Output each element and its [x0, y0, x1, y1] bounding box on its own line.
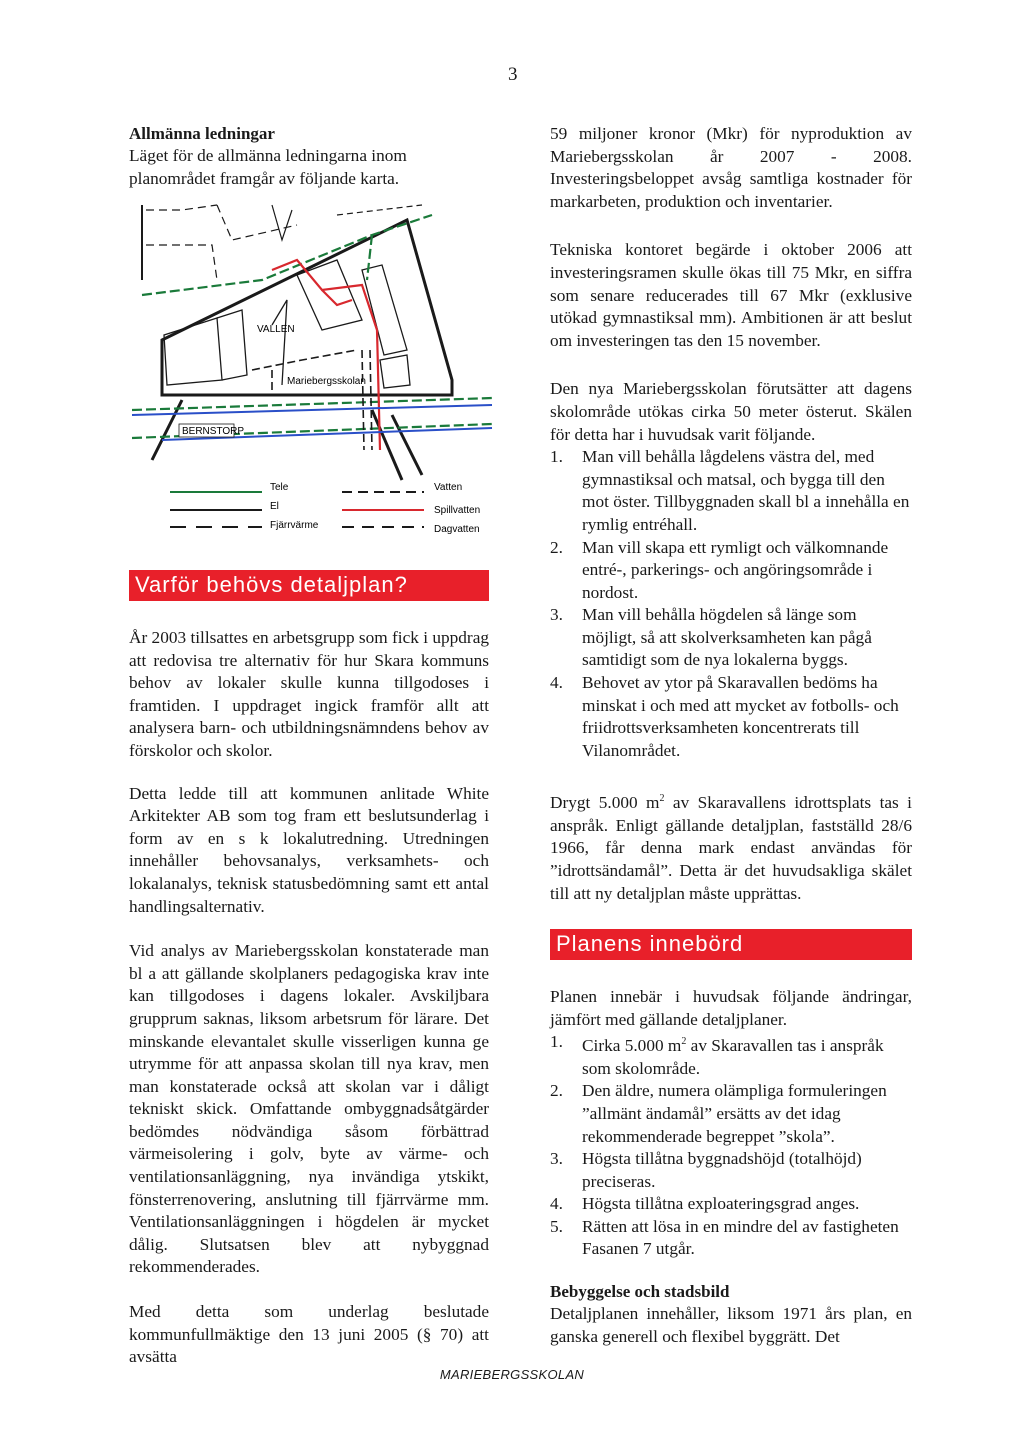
- list-text: Rätten att lösa in en mindre del av fastigheten Fasanen 7 utgår.: [582, 1216, 899, 1259]
- map-intro: Läget för de allmänna ledningarna inom planområdet framgår av följande karta.: [129, 146, 407, 188]
- list-item: [550, 604, 912, 672]
- legend-tele-label: Tele: [270, 482, 289, 493]
- list-text: Högsta tillåtna exploateringsgrad anges.: [582, 1194, 860, 1214]
- list-number: 3.: [550, 605, 563, 625]
- section-heading-ledningar: Allmänna ledningar: [129, 124, 275, 143]
- left-paragraph-3: Vid analys av Mariebergsskolan konstaterade man bl a att gällande skolplaners pedagogiska krav inte kan tillgodoses i dagens lokaler. Avskiljbara grupprum saknas, liksom arbetsrum för lärare. Det minskande elevantalet skulle visserligen kunna ge utrymme för att anpassa skolan till nya krav, men man konstaterade också att skolan var i dåligt tekniskt skick. Omfattande ombyggnadsåtgärder bedömdes nödvändiga såsom förbättrad värmeisolering i golv, byte av värme- och ventilationsanläggning, nya invändiga ytskikt, fönsterrenovering, anslutning till fjärrvärme mm. Ventilationsanläggningen i högdelen är mycket dålig. Slutsatsen blev att nybyggnad rekommenderades.: [129, 941, 489, 1277]
- banner-varfor: Varför behövs detaljplan?: [129, 570, 489, 601]
- list-text: Högsta tillåtna byggnadshöjd (totalhöjd) preciseras.: [582, 1149, 862, 1191]
- reasons-list: [550, 446, 912, 762]
- list-item: [550, 537, 912, 605]
- list-item: [550, 1080, 912, 1148]
- list-number: 5.: [550, 1216, 563, 1236]
- list-item: [550, 672, 912, 762]
- p4-sup: 2: [659, 793, 665, 805]
- banner-planens: Planens innebörd: [550, 929, 912, 960]
- page-number: 3: [508, 64, 518, 85]
- list-text: Cirka 5.000 m: [582, 1036, 682, 1056]
- left-column-body: [129, 570, 489, 1369]
- legend-vatten-label: Vatten: [434, 482, 463, 493]
- page-footer: MARIEBERGSSKOLAN: [439, 1367, 585, 1382]
- list-text: Man vill behålla lågdelens västra del, med gymnastiksal och matsal, och bygga till den mot öster. Tillbyggnaden skall bl a innehålla en rymlig entréhall.: [582, 447, 910, 534]
- list-number: 1.: [550, 1032, 563, 1052]
- utility-map: [122, 200, 502, 560]
- list-item: [550, 1193, 912, 1216]
- list-number: 2.: [550, 537, 563, 557]
- map-north-lines: [142, 205, 422, 280]
- vallen-label: VALLEN: [257, 324, 295, 335]
- left-column: [129, 123, 489, 190]
- p4-text-a: Drygt 5.000 m: [550, 793, 660, 813]
- street-label: BERNSTORP: [182, 426, 245, 437]
- right-column: [550, 123, 912, 1348]
- section-heading-bebyggelse: Bebyggelse och stadsbild: [550, 1282, 730, 1302]
- legend-dagvatten-label: Dagvatten: [434, 524, 480, 535]
- legend-spillvatten-label: Spillvatten: [434, 505, 481, 516]
- legend-fjarrvarme-label: Fjärrvärme: [270, 520, 319, 531]
- list-number: 4.: [550, 673, 563, 693]
- list-text: Man vill behålla högdelen så länge som möjligt, så att skolverksamheten kan pågå samtidigt som de nya lokalerna byggs.: [582, 605, 872, 670]
- list-text: Behovet av ytor på Skaravallen bedöms ha minskat i och med att mycket av fotbolls- och friidrottsverksamheten koncentrerats till Vilanområdet.: [582, 673, 899, 760]
- changes-list: [550, 1031, 912, 1261]
- legend-el-label: El: [270, 501, 279, 512]
- list-text-b: av Skaravallen tas i anspråk som skolområde.: [582, 1036, 884, 1078]
- right-paragraph-1: 59 miljoner kronor (Mkr) för nyproduktion av Mariebergsskolan år 2007 - 2008. Investeringsbeloppet avsåg samtliga kostnader för markarbeten, produktion och inventarier.: [550, 124, 912, 211]
- map-legend: [170, 482, 480, 535]
- list-text: Den äldre, numera olämpliga formuleringen ”allmänt ändamål” ersätts av det idag rekommenderade begreppet ”skola”.: [582, 1081, 887, 1146]
- p4-text-b: av Skaravallens idrottsplats tas i anspråk. Enligt gällande detaljplan, fastställd 28/6 1966, får denna mark endast användas för ”idrottsändamål”. Detta är det huvudsakliga skälet till att ny detaljplan måste upprättas.: [550, 793, 912, 903]
- list-number: 4.: [550, 1194, 563, 1214]
- left-paragraph-1: År 2003 tillsattes en arbetsgrupp som fick i uppdrag att redovisa tre alternativ för hur Skara kommuns behov av lokaler skulle kunna tillgodoses i framtiden. I uppdraget ingick framför allt att analysera barn- och utbildningsnämndens behov av förskolor och skolor.: [129, 628, 489, 760]
- right-paragraph-2: Tekniska kontoret begärde i oktober 2006 att investeringsramen skulle ökas till 75 Mkr, en siffra som senare reducerades till 67 Mkr (exklusive utökad gymnastiksal mm). Ambitionen är att beslut om investeringen tas den 15 november.: [550, 240, 912, 350]
- list-item: [550, 1216, 912, 1261]
- right-paragraph-5: Planen innebär i huvudsak följande ändringar, jämfört med gällande detaljplaner.: [550, 987, 912, 1029]
- right-paragraph-3: Den nya Mariebergsskolan förutsätter att dagens skolområde utökas cirka 50 meter österut. Skälen för detta har i huvudsak varit följande.: [550, 379, 912, 444]
- list-sup: 2: [681, 1036, 687, 1048]
- right-paragraph-6: Detaljplanen innehåller, liksom 1971 års plan, en ganska generell och flexibel byggrätt. Det: [550, 1304, 912, 1346]
- list-item: [550, 446, 912, 536]
- left-paragraph-2: Detta ledde till att kommunen anlitade White Arkitekter AB som tog fram ett beslutsunderlag i form av en s k lokalutredning. Utredningen innehåller behovsanalys, verksamhets- och lokalanalys, teknisk statusbedömning samt ett antal handlingsalternativ.: [129, 783, 489, 916]
- right-paragraph-4: [550, 788, 912, 905]
- list-item: [550, 1031, 912, 1080]
- school-label: Mariebergsskolan: [287, 376, 366, 387]
- list-item: [550, 1148, 912, 1193]
- list-number: 2.: [550, 1081, 563, 1101]
- list-number: 3.: [550, 1149, 563, 1169]
- list-text: Man vill skapa ett rymligt och välkomnande entré-, parkerings- och angöringsområde i nordost.: [582, 537, 889, 602]
- list-number: 1.: [550, 447, 563, 467]
- left-paragraph-4: Med detta som underlag beslutade kommunfullmäktige den 13 juni 2005 (§ 70) att avsätta: [129, 1302, 489, 1367]
